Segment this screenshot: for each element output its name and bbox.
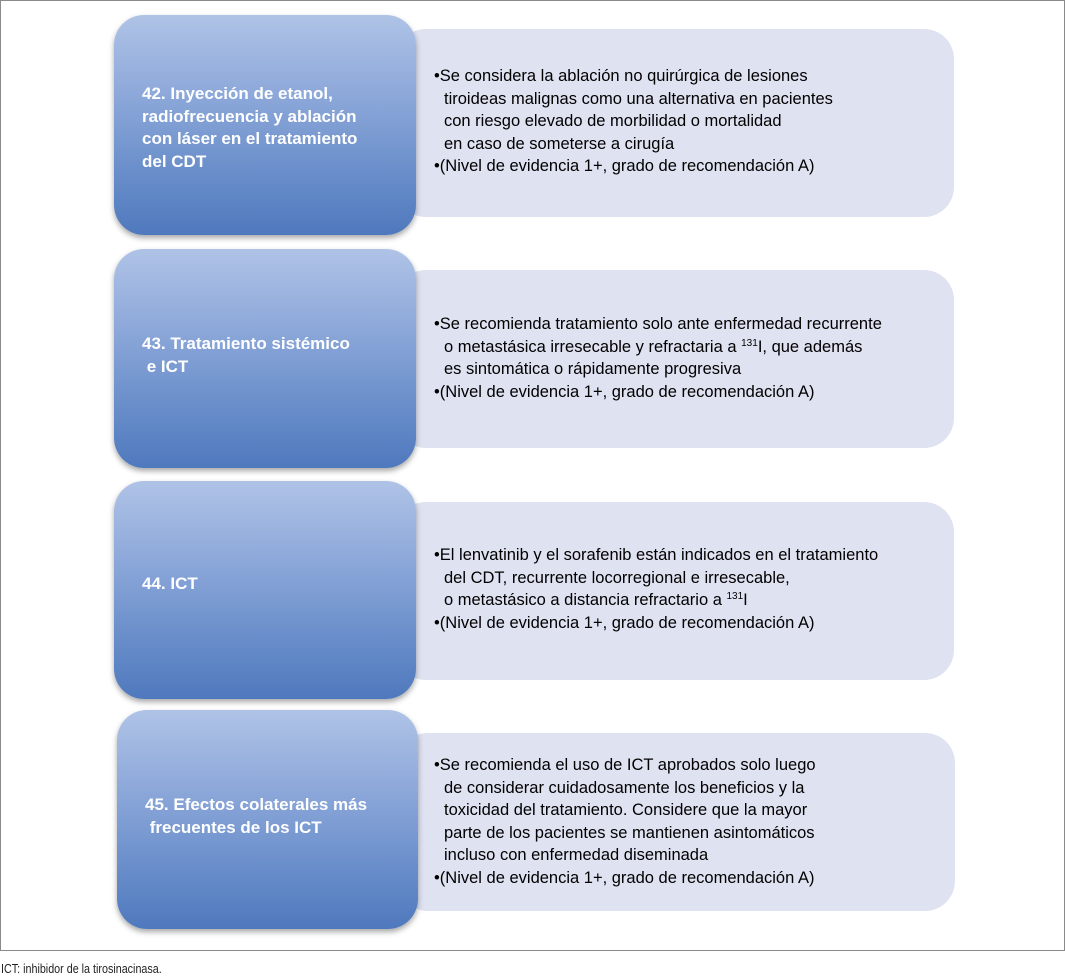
bullet-continuation: o metastásico a distancia refractario a $^{131}$I [444, 591, 748, 609]
recommendation-heading: 43. Tratamiento sistémico e ICT [142, 334, 350, 376]
bullet-line: •Se recomienda el uso de ICT aprobados solo luego [434, 756, 816, 774]
recommendation-heading: 44. ICT [142, 574, 198, 593]
bullet-continuation: con riesgo elevado de morbilidad o mortalidad [444, 112, 782, 130]
bullet-continuation: de considerar cuidadosamente los beneficios y la [444, 778, 805, 797]
evidence-line: •(Nivel de evidencia 1+, grado de recomendación A) [434, 613, 815, 632]
recommendation-heading: 45. Efectos colaterales más frecuentes de los ICT [145, 795, 368, 837]
bullet-line: •El lenvatinib y el sorafenib están indicados en el tratamiento [434, 546, 879, 564]
bullet-continuation: del CDT, recurrente locorregional e irresecable, [444, 568, 790, 587]
bullet-marker: • [434, 157, 440, 175]
recommendation-heading-box [114, 481, 416, 699]
recommendation-detail-panel [398, 733, 955, 911]
recommendation-heading: 42. Inyección de etanol, radiofrecuencia y ablación con láser en el tratamiento del CDT [142, 84, 358, 171]
isotope-superscript: 131 [726, 591, 744, 602]
bullet-marker: • [434, 613, 440, 632]
bullet-continuation: toxicidad del tratamiento. Considere que la mayor [444, 801, 808, 819]
bullet-continuation: o metastásica irresecable y refractaria a $^{131}$I, que además [444, 337, 863, 356]
recommendation-text [434, 313, 882, 403]
bullet-continuation: en caso de someterse a cirugía [444, 134, 675, 153]
bullet-marker: • [434, 67, 440, 85]
bullet-line: •Se considera la ablación no quirúrgica de lesiones [434, 67, 808, 85]
recommendation-text [434, 65, 833, 178]
bullet-continuation: es sintomática o rápidamente progresiva [444, 360, 742, 378]
bullet-line: •Se recomienda tratamiento solo ante enfermedad recurrente [434, 315, 882, 333]
recommendation-detail-panel [396, 29, 954, 217]
bullet-continuation: tiroideas malignas como una alternativa en pacientes [444, 89, 833, 108]
isotope-superscript: 131 [741, 337, 758, 349]
evidence-line: •(Nivel de evidencia 1+, grado de recomendación A) [434, 157, 815, 175]
footnote: ICT: inhibidor de la tirosinacinasa. [1, 962, 162, 976]
recommendation-text [434, 754, 816, 889]
recommendation-text [434, 544, 878, 634]
recommendation-detail-panel [396, 502, 954, 680]
recommendation-heading-box [114, 249, 416, 468]
bullet-continuation: incluso con enfermedad diseminada [444, 846, 709, 864]
bullet-marker: • [434, 756, 440, 774]
bullet-marker: • [434, 382, 440, 401]
bullet-marker: • [434, 868, 440, 887]
recommendation-heading-box [117, 710, 418, 929]
bullet-continuation: parte de los pacientes se mantienen asintomáticos [444, 823, 815, 842]
bullet-marker: • [434, 546, 440, 564]
recommendation-detail-panel [396, 270, 954, 448]
recommendation-heading-box [114, 15, 416, 235]
bullet-marker: • [434, 315, 440, 333]
evidence-line: •(Nivel de evidencia 1+, grado de recomendación A) [434, 382, 815, 401]
evidence-line: •(Nivel de evidencia 1+, grado de recomendación A) [434, 868, 815, 887]
